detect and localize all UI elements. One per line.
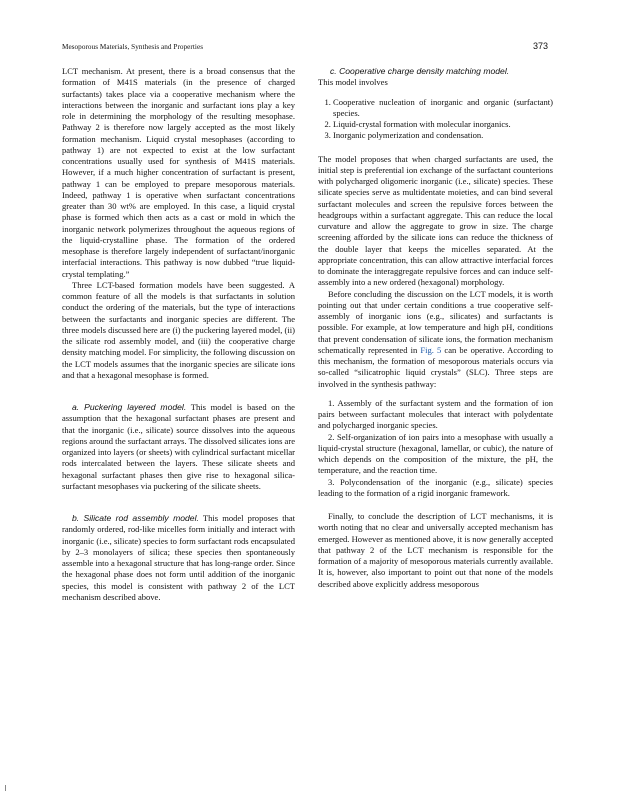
paragraph-lct-consensus: LCT mechanism. At present, there is a broad consensus that the formation of M41S materials (in the presence of charged surfactants) takes place via a cooperative mechanism where the interactions between the inorganic and surfactant ions play a key role in determining the morphology of the resulting mesophase. Pathway 2 is therefore now largely accepted as the most likely formation mechanism. Liquid crystal mesophases (according to pathway 1) are not expected to exist at the low surfactant concentrations usually used for synthesis of M41S materials. However, if a much higher concentration of surfactant is present, pathway 1 can be employed to prepare mesoporous materials. Indeed, pathway 1 is operative when surfactant concentrations greater than 30 wt% are employed. In this case, a liquid crystal phase is formed which then acts as a cast or mold in which the inorganic network polymerizes throughout the aqueous regions of the liquid-crystalline phase. The formation of the ordered mesophase is therefore largely independent of surfactant/inorganic interfacial interactions. This pathway is now dubbed “true liquid-crystal templating.” bbox=[62, 66, 295, 279]
synthesis-step: 2. Self-organization of ion pairs into a mesophase with usually a liquid-crystal structure (hexagonal, lamellar, or cubic), the nature of which depends on the composition of the mixture, the pH, the temperature, and the reaction time. bbox=[318, 431, 553, 476]
heading-silicate-rod-assembly-model: b. Silicate rod assembly model. bbox=[72, 513, 199, 523]
list-item: 2. Liquid-crystal formation with molecular inorganics. bbox=[333, 119, 553, 130]
synthesis-steps bbox=[318, 398, 553, 499]
list-item: 1. Cooperative nucleation of inorganic and organic (surfactant) species. bbox=[333, 97, 553, 120]
page-edge-mark bbox=[5, 785, 6, 791]
heading-cooperative-charge-density-matching-model: c. Cooperative charge density matching model. bbox=[330, 66, 510, 76]
paragraph-conclusion: Finally, to conclude the description of LCT mechanisms, it is worth noting that no clear and universally accepted mechanism has emerged. However as mentioned above, it is now generally accepted that pathway 2 of the LCT mechanism is responsible for the formation of a majority of mesoporous materials currently available. It is, however, also important to point out that none of the models described above explicitly address mesoporous bbox=[318, 511, 553, 589]
intro-cooperative-model: This model involves bbox=[318, 77, 388, 88]
list-item: 3. Inorganic polymerization and condensation. bbox=[333, 130, 553, 141]
paragraph-charge-density-matching: The model proposes that when charged surfactants are used, the initial step is preferential ion exchange of the surfactant counterions with polycharged oligomeric inorganic (i.e., silicate) species. These silicate species serve as multidentate moieties, and can bind several surfactant molecules and screen the repulsive forces between the headgroups within a surfactant aggregate. This can reduce the local curvature and allow the aggregate to grow in size. The charge screening afforded by the silicate ions can reduce the thickness of the double layer that keeps the micelles separated. At the appropriate concentration, this can allow attractive interfacial forces to dominate the interaggregate repulsive forces and can induce self-assembly into a new ordered (hexagonal) morphology. bbox=[318, 153, 553, 288]
paragraph-text: can be operative. According to this mechanism, the formation of mesoporous materials occurs via so-called “silicatrophic liquid crystals” (SLC). Three steps are involved in the synthesis pathway: bbox=[318, 344, 554, 389]
figure-5-link[interactable]: Fig. 5 bbox=[420, 344, 442, 355]
synthesis-step: 1. Assembly of the surfactant system and the formation of ion pairs between surfactant molecules that interact with polydentate and polycharged inorganic species. bbox=[318, 397, 553, 431]
paragraph-cooperative-self-assembly bbox=[318, 289, 553, 390]
section-b bbox=[62, 513, 295, 603]
right-column bbox=[318, 66, 553, 590]
running-title: Mesoporous Materials, Synthesis and Properties bbox=[62, 43, 204, 51]
left-column bbox=[62, 66, 295, 603]
paragraph-silicate-rod-assembly-model: This model proposes that randomly ordered, rod-like micelles form initially and interact with inorganic (i.e., silicate) species to form surfactant rods encapsulated by 2–3 monolayers of silica; these species then spontaneously assemble into a hexagonal structure that has long-range order. Since the hexagonal phase does not form until addition of the inorganic species, this model is consistent with pathway 2 of the LCT mechanism described above. bbox=[62, 513, 296, 602]
heading-puckering-layered-model: a. Puckering layered model. bbox=[72, 402, 187, 412]
model-steps-list bbox=[318, 97, 553, 142]
section-a bbox=[62, 402, 295, 492]
synthesis-step: 3. Polycondensation of the inorganic (e.g., silicate) species leading to the formation of a rigid inorganic framework. bbox=[318, 476, 553, 498]
paragraph-text: Before concluding the discussion on the LCT models, it is worth pointing out that under certain conditions a true cooperative self-assembly of inorganic ions (e.g., silicates) and surfactants is possible. For example, at low temperature and high pH, conditions that prevent condensation of silicate ions, the formation mechanism schematically represented in bbox=[318, 288, 553, 355]
paragraph-puckering-layered-model: This model is based on the assumption that the hexagonal surfactant phases are present and that the inorganic (i.e., silicate) source dissolves into the aqueous regions around the surfactant arrays. The dissolved silicates ions are organized into layers (or sheets) with cylindrical surfactant micellar rods intercalated between the layers. These silicate sheets and hexagonal surfactant phases then give rise to hexagonal silica-surfactant mesophases via puckering of the silicate sheets. bbox=[62, 402, 295, 491]
paragraph-three-models: Three LCT-based formation models have been suggested. A common feature of all the models is that surfactants in solution conduct the ordering of the materials, but the type of interactions between the surfactants and inorganic species are different. The three models discussed here are (i) the puckering layered model, (ii) the silicate rod assembly model, and (iii) the cooperative charge density matching model. For simplicity, the following discussion on the LCT models assumes that the inorganic species are silicate ions and that a hexagonal mesophase is formed. bbox=[62, 279, 295, 380]
page-number: 373 bbox=[532, 41, 548, 51]
